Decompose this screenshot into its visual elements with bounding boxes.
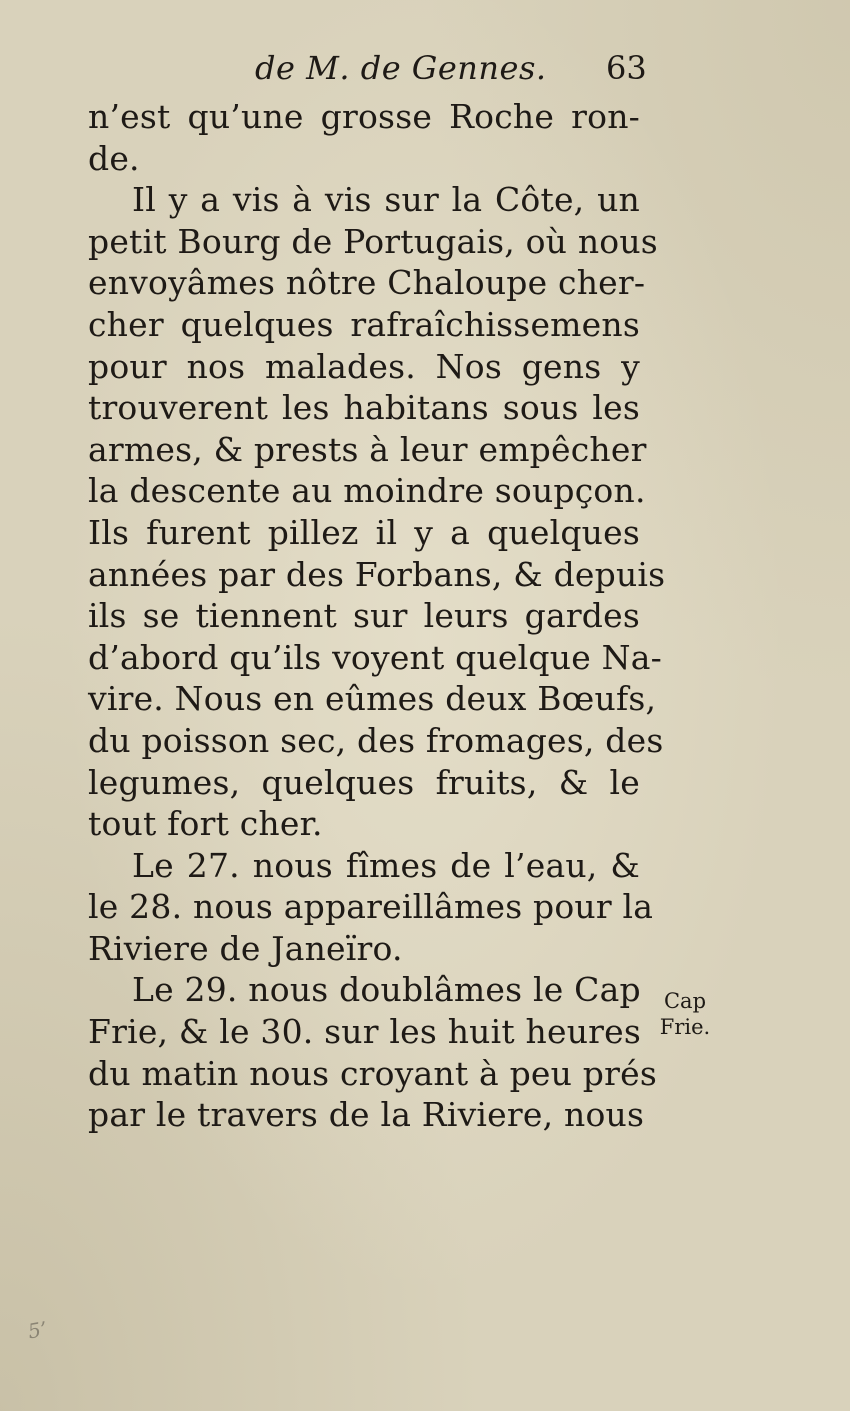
- text-line: cher quelques rafraîchissemens: [88, 304, 640, 344]
- text-line: pour nos malades. Nos gens y: [88, 346, 640, 386]
- text-line: par le travers de la Riviere, nous: [88, 1095, 645, 1135]
- pencil-mark: 5’: [26, 1316, 50, 1344]
- text-line: tout fort cher.: [88, 804, 323, 844]
- text-line: Ils furent pillez il y a quelques: [88, 512, 640, 552]
- text-line: de.: [88, 138, 140, 178]
- text-line: Le 27. nous fîmes de l’eau, &: [132, 845, 640, 885]
- text-line: du poisson sec, des fromages, des: [88, 720, 664, 760]
- margin-note-line: Cap: [663, 989, 707, 1013]
- text-line: d’abord qu’ils voyent quelque Na-: [88, 637, 662, 677]
- text-line: armes, & prests à leur empêcher: [88, 429, 647, 469]
- text-line: vire. Nous en eûmes deux Bœufs,: [88, 679, 657, 719]
- text-line: le 28. nous appareillâmes pour la: [88, 887, 654, 927]
- text-line: la descente au moindre soupçon.: [88, 471, 646, 511]
- body-text: [88, 96, 666, 1136]
- margin-note: [650, 988, 720, 1040]
- text-line: n’est qu’une grosse Roche ron-: [88, 97, 640, 136]
- text-line: trouverent les habitans sous les: [88, 388, 640, 428]
- text-line: années par des Forbans, & depuis: [88, 554, 666, 594]
- text-line: petit Bourg de Portugais, où nous: [88, 221, 658, 261]
- text-line: du matin nous croyant à peu prés: [88, 1053, 657, 1093]
- margin-note-line: Frie.: [659, 1015, 711, 1039]
- running-title: de M. de Gennes.: [255, 49, 547, 87]
- text-line: ils se tiennent sur leurs gardes: [88, 596, 640, 636]
- page-number: 63: [606, 49, 647, 87]
- text-line: envoyâmes nôtre Chaloupe cher-: [88, 263, 646, 303]
- text-line: Il y a vis à vis sur la Côte, un: [132, 180, 640, 220]
- text-line: Frie, & le 30. sur les huit heures: [88, 1012, 641, 1052]
- text-line: legumes, quelques fruits, & le: [88, 762, 640, 802]
- text-line: Le 29. nous doublâmes le Cap: [132, 970, 641, 1010]
- text-line: Riviere de Janeïro.: [88, 928, 403, 968]
